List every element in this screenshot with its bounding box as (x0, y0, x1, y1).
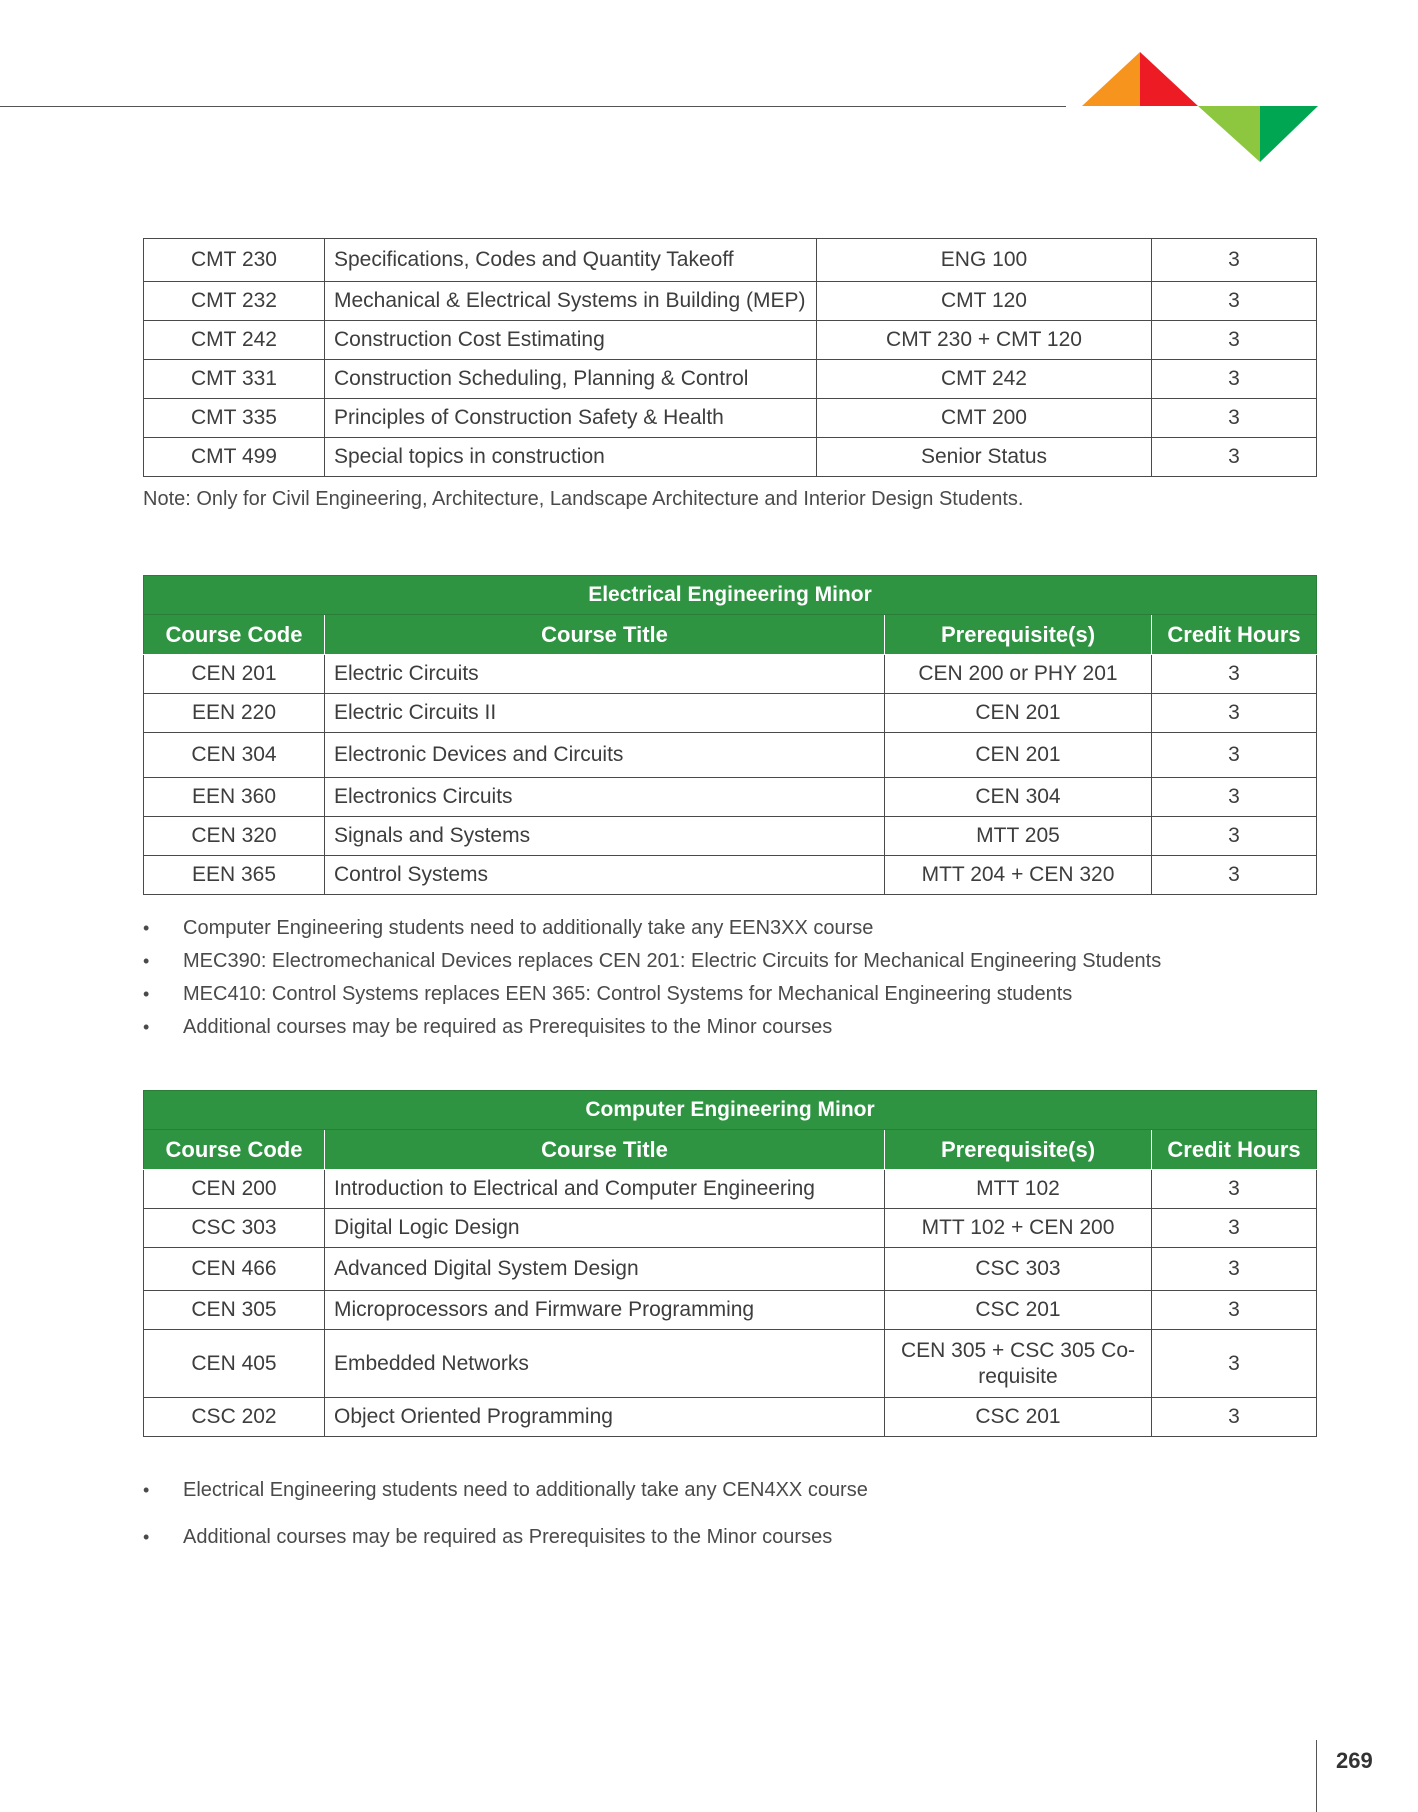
course-title-cell: Special topics in construction (325, 438, 817, 477)
course-code-cell: CSC 202 (144, 1398, 325, 1437)
credit-hours-cell: 3 (1152, 733, 1317, 778)
credit-hours-cell: 3 (1152, 1209, 1317, 1248)
prerequisite-cell: CEN 200 or PHY 201 (885, 655, 1152, 694)
ee-minor-notes (143, 912, 1161, 1044)
course-title-cell: Mechanical & Electrical Systems in Building (MEP) (325, 282, 817, 321)
column-header-course-code: Course Code (144, 615, 325, 655)
course-code-cell: CMT 232 (144, 282, 325, 321)
table-row (144, 360, 1317, 399)
course-code-cell: CMT 335 (144, 399, 325, 438)
table-row (144, 778, 1317, 817)
course-title-cell: Control Systems (325, 856, 885, 895)
course-code-cell: CMT 499 (144, 438, 325, 477)
credit-hours-cell: 3 (1152, 399, 1317, 438)
course-code-cell: CEN 304 (144, 733, 325, 778)
course-title-cell: Electronics Circuits (325, 778, 885, 817)
credit-hours-cell: 3 (1152, 778, 1317, 817)
credit-hours-cell: 3 (1152, 1170, 1317, 1209)
prerequisite-cell: CSC 201 (885, 1291, 1152, 1330)
course-title-cell: Construction Scheduling, Planning & Control (325, 360, 817, 399)
course-code-cell: CSC 303 (144, 1209, 325, 1248)
credit-hours-cell: 3 (1152, 321, 1317, 360)
prerequisite-cell: CSC 201 (885, 1398, 1152, 1437)
course-code-cell: EEN 365 (144, 856, 325, 895)
course-title-cell: Electronic Devices and Circuits (325, 733, 885, 778)
logo-green-triangle (1260, 106, 1318, 162)
prerequisite-cell: CMT 200 (817, 399, 1152, 438)
logo-red-triangle (1140, 52, 1198, 106)
course-title-cell: Advanced Digital System Design (325, 1248, 885, 1291)
page-number: 269 (1336, 1748, 1373, 1773)
column-header-credit-hours: Credit Hours (1152, 1130, 1317, 1170)
table-row (144, 694, 1317, 733)
course-title-cell: Introduction to Electrical and Computer Engineering (325, 1170, 885, 1209)
course-title-cell: Digital Logic Design (325, 1209, 885, 1248)
course-code-cell: EEN 360 (144, 778, 325, 817)
table-row (144, 1330, 1317, 1398)
table-row (144, 655, 1317, 694)
credit-hours-cell: 3 (1152, 856, 1317, 895)
table-row (144, 438, 1317, 477)
course-code-cell: CMT 230 (144, 239, 325, 282)
note-bullet: • MEC390: Electromechanical Devices replaces CEN 201: Electric Circuits for Mechanical Engineering Students (143, 945, 1161, 978)
table-row (144, 817, 1317, 856)
table-row (144, 1291, 1317, 1330)
course-title-cell: Electric Circuits II (325, 694, 885, 733)
course-title-cell: Embedded Networks (325, 1330, 885, 1398)
note-bullet: • Additional courses may be required as Prerequisites to the Minor courses (143, 1011, 1161, 1044)
prerequisite-cell: CEN 201 (885, 733, 1152, 778)
course-code-cell: CMT 331 (144, 360, 325, 399)
cmt-note: Note: Only for Civil Engineering, Architecture, Landscape Architecture and Interior Design Students. (143, 488, 1024, 510)
prerequisite-cell: CMT 230 + CMT 120 (817, 321, 1152, 360)
table-row (144, 1209, 1317, 1248)
course-code-cell: CMT 242 (144, 321, 325, 360)
prerequisite-cell: CMT 242 (817, 360, 1152, 399)
note-bullet: • MEC410: Control Systems replaces EEN 365: Control Systems for Mechanical Engineering students (143, 978, 1161, 1011)
table-row (144, 1398, 1317, 1437)
course-code-cell: CEN 201 (144, 655, 325, 694)
logo-lime-triangle (1198, 106, 1260, 162)
note-bullet: • Additional courses may be required as Prerequisites to the Minor courses (143, 1514, 868, 1561)
column-header-course-title: Course Title (325, 1130, 885, 1170)
course-title-cell: Object Oriented Programming (325, 1398, 885, 1437)
ce-minor-title: Computer Engineering Minor (144, 1091, 1317, 1130)
prerequisite-cell: MTT 205 (885, 817, 1152, 856)
course-code-cell: CEN 305 (144, 1291, 325, 1330)
ce-minor-table-body (144, 1170, 1317, 1437)
prerequisite-cell: CEN 305 + CSC 305 Co-requisite (885, 1330, 1152, 1398)
credit-hours-cell: 3 (1152, 1398, 1317, 1437)
column-header-course-code: Course Code (144, 1130, 325, 1170)
column-header-prerequisites: Prerequisite(s) (885, 615, 1152, 655)
header-rule (0, 106, 1066, 107)
table-row (144, 856, 1317, 895)
prerequisite-cell: MTT 102 (885, 1170, 1152, 1209)
course-code-cell: CEN 200 (144, 1170, 325, 1209)
credit-hours-cell: 3 (1152, 438, 1317, 477)
ce-minor-notes (143, 1467, 868, 1561)
course-code-cell: CEN 466 (144, 1248, 325, 1291)
table-row (144, 239, 1317, 282)
prerequisite-cell: CEN 201 (885, 694, 1152, 733)
table-row (144, 733, 1317, 778)
ce-minor-table (143, 1090, 1317, 1437)
prerequisite-cell: Senior Status (817, 438, 1152, 477)
ee-minor-table-body (144, 655, 1317, 895)
table-row (144, 399, 1317, 438)
course-title-cell: Principles of Construction Safety & Health (325, 399, 817, 438)
credit-hours-cell: 3 (1152, 694, 1317, 733)
course-title-cell: Construction Cost Estimating (325, 321, 817, 360)
note-bullet: • Computer Engineering students need to additionally take any EEN3XX course (143, 912, 1161, 945)
table-row (144, 282, 1317, 321)
credit-hours-cell: 3 (1152, 1330, 1317, 1398)
prerequisite-cell: MTT 102 + CEN 200 (885, 1209, 1152, 1248)
credit-hours-cell: 3 (1152, 1291, 1317, 1330)
course-code-cell: CEN 320 (144, 817, 325, 856)
prerequisite-cell: CEN 304 (885, 778, 1152, 817)
course-title-cell: Signals and Systems (325, 817, 885, 856)
course-title-cell: Electric Circuits (325, 655, 885, 694)
course-code-cell: CEN 405 (144, 1330, 325, 1398)
prerequisite-cell: CMT 120 (817, 282, 1152, 321)
cmt-table-body (144, 239, 1317, 477)
column-header-credit-hours: Credit Hours (1152, 615, 1317, 655)
credit-hours-cell: 3 (1152, 239, 1317, 282)
ee-minor-table (143, 575, 1317, 895)
credit-hours-cell: 3 (1152, 1248, 1317, 1291)
course-code-cell: EEN 220 (144, 694, 325, 733)
prerequisite-cell: ENG 100 (817, 239, 1152, 282)
column-header-prerequisites: Prerequisite(s) (885, 1130, 1152, 1170)
table-row (144, 1248, 1317, 1291)
course-title-cell: Specifications, Codes and Quantity Takeoff (325, 239, 817, 282)
credit-hours-cell: 3 (1152, 360, 1317, 399)
credit-hours-cell: 3 (1152, 655, 1317, 694)
prerequisite-cell: CSC 303 (885, 1248, 1152, 1291)
logo-orange-triangle (1082, 52, 1140, 106)
triangle-logo-icon (1080, 50, 1320, 165)
column-header-course-title: Course Title (325, 615, 885, 655)
prerequisite-cell: MTT 204 + CEN 320 (885, 856, 1152, 895)
table-row (144, 1170, 1317, 1209)
credit-hours-cell: 3 (1152, 817, 1317, 856)
footer-rule (1316, 1740, 1317, 1812)
credit-hours-cell: 3 (1152, 282, 1317, 321)
course-title-cell: Microprocessors and Firmware Programming (325, 1291, 885, 1330)
note-bullet: • Electrical Engineering students need to additionally take any CEN4XX course (143, 1467, 868, 1514)
ee-minor-title: Electrical Engineering Minor (144, 576, 1317, 615)
table-row (144, 321, 1317, 360)
cmt-table (143, 238, 1317, 477)
